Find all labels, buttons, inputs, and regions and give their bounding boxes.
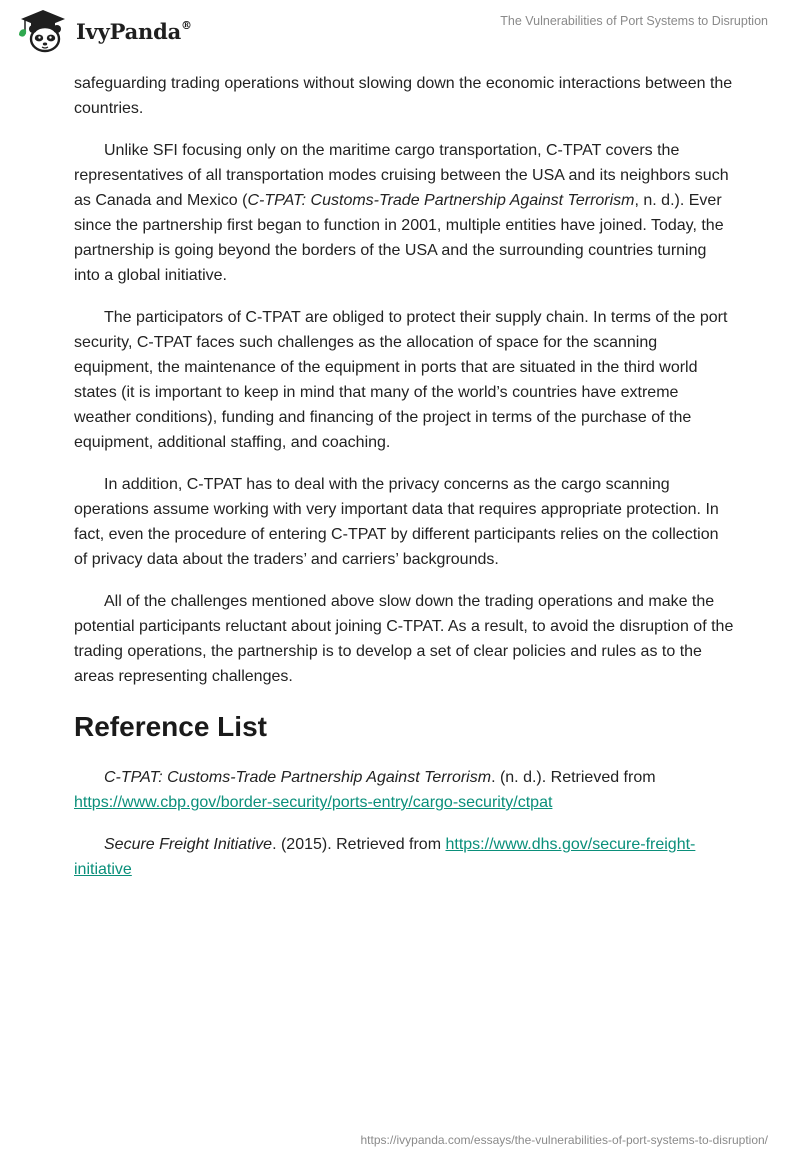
reference-title: C-TPAT: Customs-Trade Partnership Against Terrorism [104,769,492,786]
ivypanda-logo[interactable] [14,8,192,54]
page-header [0,0,800,64]
paragraph: Unlike SFI focusing only on the maritime cargo transportation, C-TPAT covers the representatives of all transportation modes cruising between the USA and its neighbors such as Canada and Mexico (C-TPAT: Customs-Trade Partnership Against Terrorism, n. d.). Ever since the partnership first began to function in 2001, multiple entities have joined. Today, the partnership is going beyond the borders of the USA and the surrounding countries turning into a global initiative. [74,142,729,284]
reference-link[interactable]: https://www.cbp.gov/border-security/ports-entry/cargo-security/ctpat [74,794,553,811]
paragraph: In addition, C-TPAT has to deal with the privacy concerns as the cargo scanning operations assume working with very important data that requires appropriate protection. In fact, even the procedure of entering C-TPAT by different participants relies on the collection of privacy data about the traders’ and carriers’ backgrounds. [74,476,719,568]
citation-title: C-TPAT: Customs-Trade Partnership Against Terrorism [247,192,635,209]
essay-body [74,71,734,899]
reference-title: Secure Freight Initiative [104,836,273,853]
document-title: The Vulnerabilities of Port Systems to Disruption [500,14,768,28]
reference-list-heading: Reference List [74,711,267,742]
panda-graduate-icon [14,8,72,54]
paragraph: The participators of C-TPAT are obliged to protect their supply chain. In terms of the port security, C-TPAT faces such challenges as the allocation of space for the scanning equipment, the maintenance of the equipment in ports that are situated in the third world states (it is important to keep in mind that many of the world’s countries have extreme weather conditions), funding and financing of the project in terms of the purchase of the equipment, additional staffing, and coaching. [74,309,728,451]
brand-name: IvyPanda® [76,18,192,44]
registered-mark: ® [181,18,192,32]
paragraph: All of the challenges mentioned above slow down the trading operations and make the potential participants reluctant about joining C-TPAT. As a result, to avoid the disruption of the trading operations, the partnership is to develop a set of clear policies and rules as to the areas representing challenges. [74,593,734,685]
reference-link[interactable]: https://www.dhs.gov/secure-freight-initiative [74,836,696,878]
reference-item: C-TPAT: Customs-Trade Partnership Against Terrorism. (n. d.). Retrieved from https://www.cbp.gov/border-security/ports-entry/cargo-security/ctpat [74,769,656,811]
reference-item: Secure Freight Initiative. (2015). Retrieved from https://www.dhs.gov/secure-freight-initiative [74,836,696,878]
paragraph: safeguarding trading operations without slowing down the economic interactions between the countries. [74,75,733,117]
footer-source-url: https://ivypanda.com/essays/the-vulnerabilities-of-port-systems-to-disruption/ [360,1133,768,1147]
